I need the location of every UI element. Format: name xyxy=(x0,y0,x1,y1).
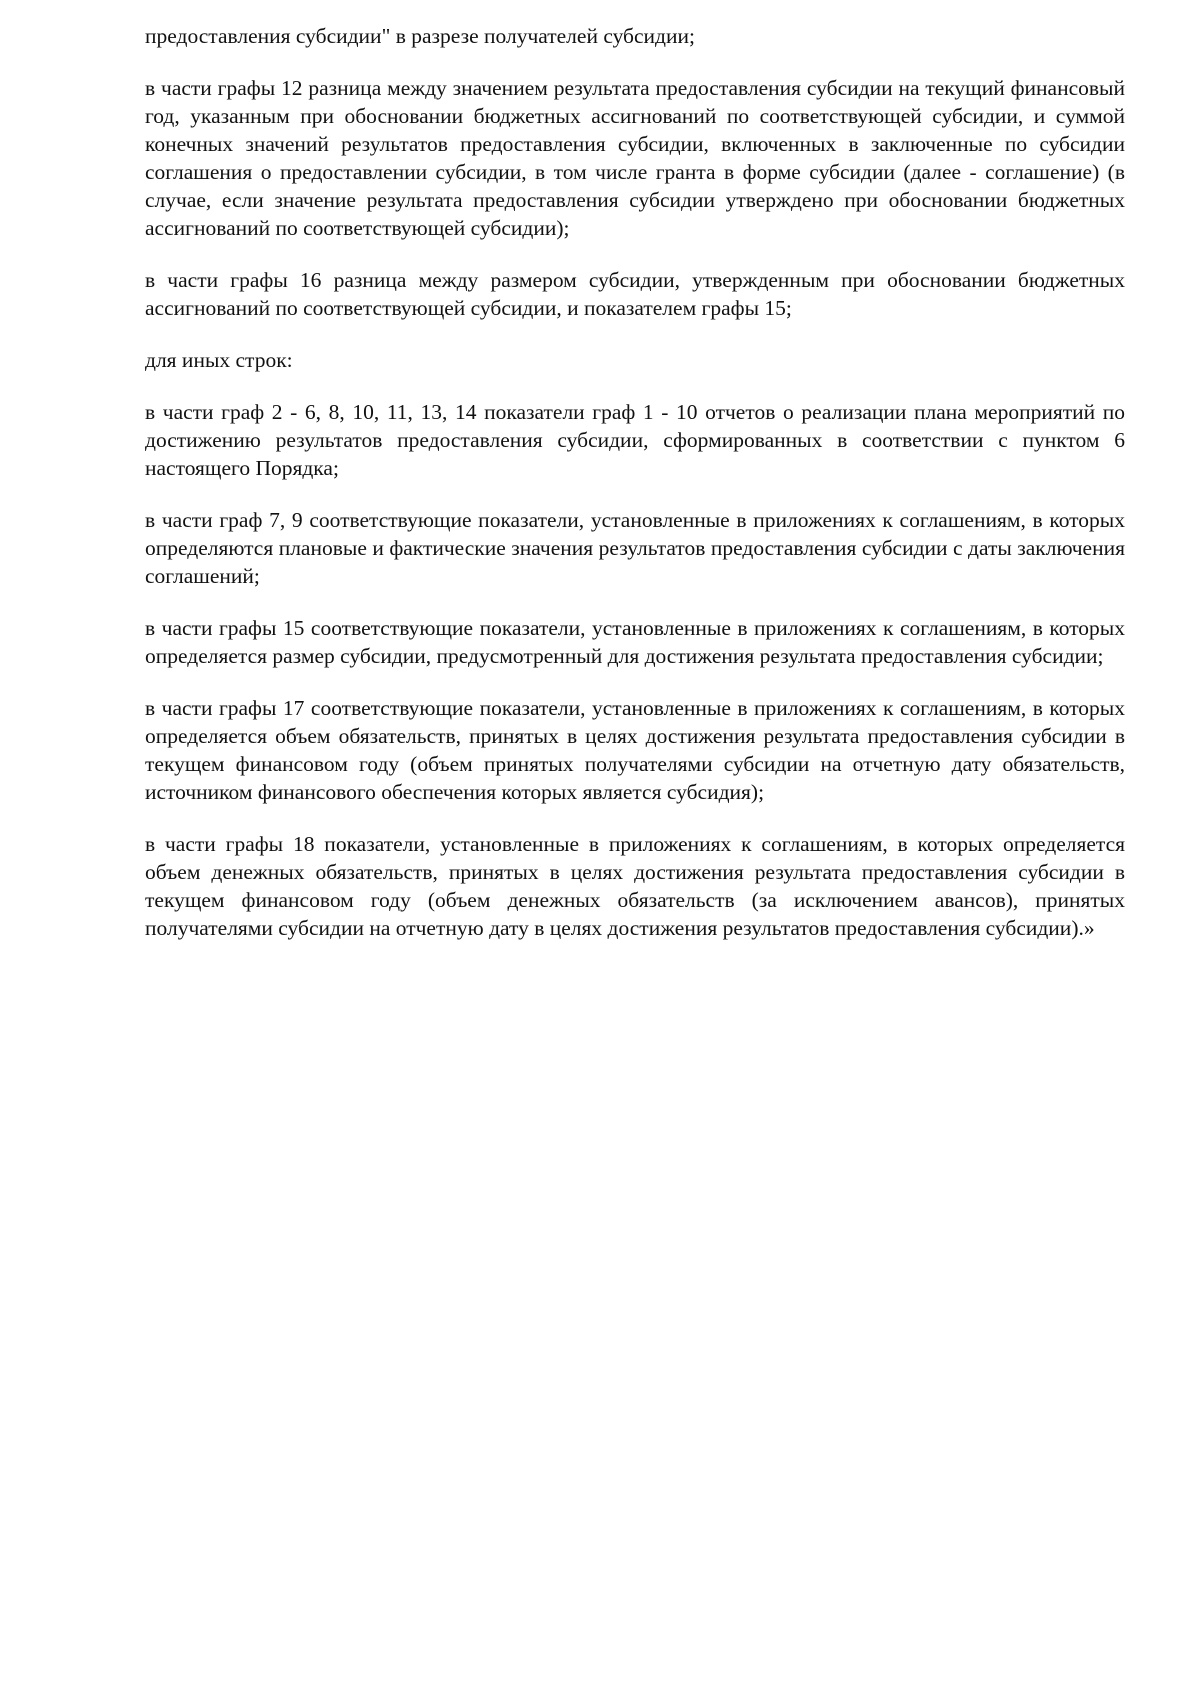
paragraph: в части графы 12 разница между значением результата предоставления субсидии на текущий финансовый год, указанным при обосновании бюджетных ассигнований по соответствующей субсидии, и суммой конечных значений результатов предоставления субсидии, включенных в заключенные по субсидии соглашения о предоставлении субсидии, в том числе гранта в форме субсидии (далее - соглашение) (в случае, если значение результата предоставления субсидии утверждено при обосновании бюджетных ассигнований по соответствующей субсидии); xyxy=(145,76,1125,240)
paragraph: в части граф 2 - 6, 8, 10, 11, 13, 14 показатели граф 1 - 10 отчетов о реализации плана мероприятий по достижению результатов предоставления субсидии, сформированных в соответствии с пунктом 6 настоящего Порядка; xyxy=(145,400,1125,480)
document-body xyxy=(145,22,1125,966)
paragraph: в части графы 15 соответствующие показатели, установленные в приложениях к соглашениям, в которых определяется размер субсидии, предусмотренный для достижения результата предоставления субсидии; xyxy=(145,616,1125,668)
paragraph: в части графы 18 показатели, установленные в приложениях к соглашениям, в которых определяется объем денежных обязательств, принятых в целях достижения результата предоставления субсидии в текущем финансовом году (объем денежных обязательств (за исключением авансов), принятых получателями субсидии на отчетную дату в целях достижения результатов предоставления субсидии).» xyxy=(145,832,1125,940)
paragraph: в части графы 16 разница между размером субсидии, утвержденным при обосновании бюджетных ассигнований по соответствующей субсидии, и показателем графы 15; xyxy=(145,268,1125,320)
paragraph: для иных строк: xyxy=(145,348,293,372)
paragraph: в части графы 17 соответствующие показатели, установленные в приложениях к соглашениям, в которых определяется объем обязательств, принятых в целях достижения результата предоставления субсидии в текущем финансовом году (объем принятых получателями субсидии на отчетную дату обязательств, источником финансового обеспечения которых является субсидия); xyxy=(145,696,1125,804)
paragraph: в части граф 7, 9 соответствующие показатели, установленные в приложениях к соглашениям, в которых определяются плановые и фактические значения результатов предоставления субсидии с даты заключения соглашений; xyxy=(145,508,1125,588)
paragraph: предоставления субсидии" в разрезе получателей субсидии; xyxy=(145,24,695,48)
